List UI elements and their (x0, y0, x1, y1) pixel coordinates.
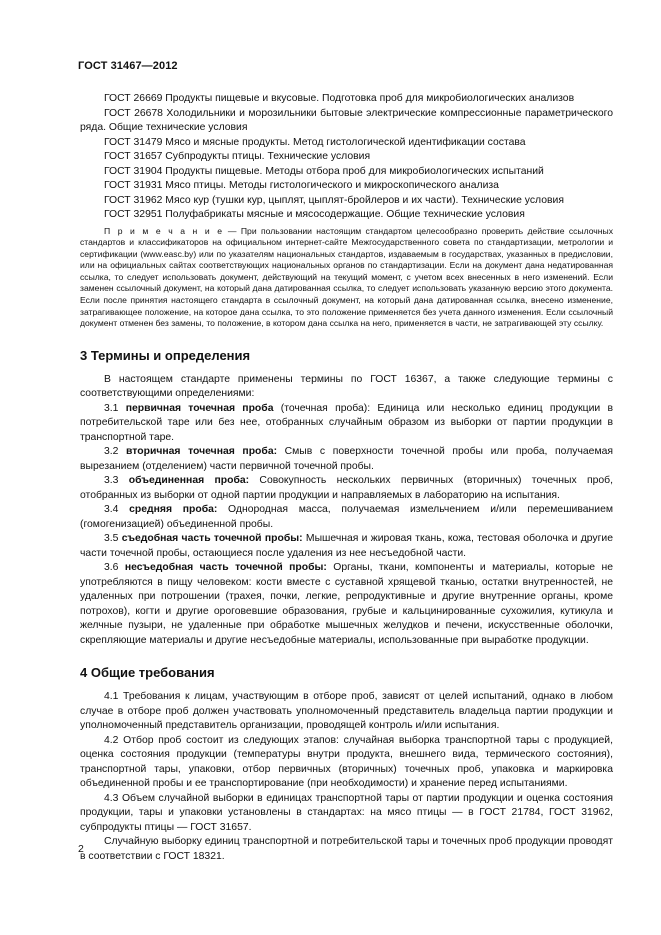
note-text: При пользовании настоящим стандартом целесообразно проверить действие ссылочных стандартов и классификаторов на официальном интернет-сайте Межгосударственного совета по стандартизации, метрологии и сертификации (www.easc.by) или по указателям национальных стандартов, издаваемым в государствах, указанных в предисловии, или на официальных сайтах соответствующих национальных органов по стандартизации. Если на документ дана недатированная ссылка, то следует использовать документ, действующий на текущий момент, с учетом всех внесенных в него изменений. Если заменен ссылочный документ, на который дана датированная ссылка, то следует использовать указанную версию этого документа. Если после принятия настоящего стандарта в ссылочный документ, на который дана датированная ссылка, внесено изменение, затрагивающее положение, на которое дана ссылка, то это положение применяется без учета данного изменения. Если ссылочный документ отменен без замены, то положение, в котором дана ссылка на него, применяется в части, не затрагивающей эту ссылку. (80, 225, 613, 329)
document-header: ГОСТ 31467—2012 (78, 60, 178, 72)
note-dash: — (223, 225, 241, 236)
reference-item: ГОСТ 31657 Субпродукты птицы. Технические условия (104, 151, 371, 162)
page-number: 2 (78, 843, 84, 855)
term-definition (80, 474, 613, 503)
reference-item: ГОСТ 26678 Холодильники и морозильники бытовые электрические компрессионные параметрического ряда. Общие технические условия (80, 107, 613, 133)
term-number: 3.4 (104, 504, 130, 516)
term-number: 3.2 (104, 446, 127, 458)
term-name: несъедобная часть точечной пробы: (124, 562, 327, 574)
term-name: объединенная проба: (128, 475, 250, 487)
references-list (80, 92, 613, 223)
section-3-title: 3 Термины и определения (80, 347, 251, 363)
term-name: вторичная точечная проба: (126, 446, 278, 458)
term-definition (80, 445, 613, 474)
term-number: 3.6 (104, 562, 125, 574)
section-3-intro: В настоящем стандарте применены термины по ГОСТ 16367, а также следующие термины с соответствующими определениями: (80, 373, 613, 400)
term-number: 3.1 (104, 402, 126, 414)
note-label: П р и м е ч а н и е (104, 225, 224, 236)
section-4-paragraph: 4.3 Объем случайной выборки в единицах транспортной тары от партии продукции и оценка состояния продукции, тары и упаковки установлены в стандартах: на мясо птицы — в ГОСТ 21784, ГОСТ 31962, субпродукты птицы — ГОСТ 31657. (80, 792, 613, 833)
term-definition (80, 503, 613, 532)
reference-item: ГОСТ 31962 Мясо кур (тушки кур, цыплят, цыплят-бройлеров и их части). Технические условия (104, 194, 564, 206)
section-4-paragraph: Случайную выборку единиц транспортной и потребительской тары и точечных проб продукции проводят в соответствии с ГОСТ 18321. (80, 836, 613, 862)
term-number: 3.5 (104, 533, 122, 545)
section-4-paragraph: 4.1 Требования к лицам, участвующим в отборе проб, зависят от целей испытаний, однако в любом случае в отборе проб должен участвовать уполномоченный представитель владельца партии продукции и уполномоченный представитель организации, проводящей контроль и/или испытания. (80, 691, 613, 732)
term-text: Совокупность нескольких первичных (вторичных) точечных проб, отобранных из выборки от одной партии продукции и направляемых в лабораторию на испытания. (80, 475, 613, 501)
reference-item: ГОСТ 31904 Продукты пищевые. Методы отбора проб для микробиологических испытаний (104, 165, 544, 177)
section-4-paragraph: 4.2 Отбор проб состоит из следующих этапов: случайная выборка транспортной тары с продукцией, оценка состояния продукции (температуры внутри продукта, внешнего вида, термического состояния), транспортной тары, упаковки, отбор первичных (вторичных) точечных проб, упаковка и маркировка объединенной пробы и ее транспортирование (при необходимости) и хранение перед испытаниями. (80, 734, 613, 790)
term-name: первичная точечная проба (125, 402, 274, 414)
term-number: 3.3 (104, 475, 129, 487)
term-text: Органы, ткани, компоненты и материалы, которые не употребляются в пищу человеком: кости вместе с суставной хрящевой тканью, остатки внутренностей, не удаленных при потрошении (трахея, почки, легкие, репродуктивные и другие внутренние органы, кроме потрохов), когти и другие ороговевшие образования, грубые и кальцинированные сухожилия, кутикула и желчные пузыри, не удаленные при обработке мышечных желудков и печени, искусственные оболочки, скрепляющие материалы и другие несъедобные материалы, использованные при выработке продукции. (80, 562, 613, 646)
reference-item: ГОСТ 31931 Мясо птицы. Методы гистологического и микроскопического анализа (104, 180, 499, 191)
term-definition (80, 561, 613, 648)
section-4-title: 4 Общие требования (80, 665, 215, 681)
reference-item: ГОСТ 26669 Продукты пищевые и вкусовые. Подготовка проб для микробиологических анализов (104, 93, 575, 104)
term-text: Мышечная и жировая ткань, кожа, тестовая оболочка и другие части точечной пробы, остающиеся после удаления из нее несъедобной части. (80, 533, 613, 559)
term-text: Однородная масса, получаемая измельчением и/или перемешиванием (гомогенизацией) объединенной пробы. (80, 504, 613, 530)
reference-item: ГОСТ 32951 Полуфабрикаты мясные и мясосодержащие. Общие технические условия (104, 209, 525, 220)
term-definition (80, 402, 613, 446)
term-name: съедобная часть точечной пробы: (121, 533, 303, 545)
note-paragraph (80, 226, 613, 330)
term-definition (80, 532, 613, 561)
term-name: средняя проба: (129, 504, 218, 516)
reference-item: ГОСТ 31479 Мясо и мясные продукты. Метод гистологической идентификации состава (104, 136, 526, 148)
term-text: (точечная проба): Единица или несколько единиц продукции в потребительской таре или без нее, отобранных случайным образом из выборки от партии продукции в транспортной таре. (80, 402, 613, 443)
term-text: Смыв с поверхности точечной пробы или проба, получаемая вырезанием (отделением) части первичной точечной пробы. (80, 446, 613, 472)
document-content (80, 92, 613, 864)
